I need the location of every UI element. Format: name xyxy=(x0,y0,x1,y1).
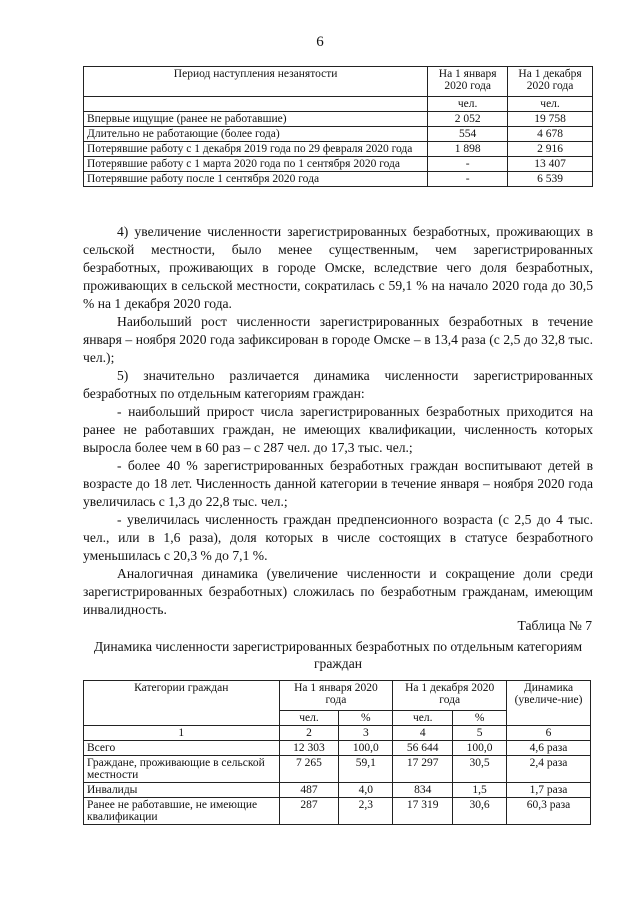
row-dynamics: 1,7 раза xyxy=(507,783,591,798)
table-row xyxy=(84,157,593,172)
row-dec-people: 834 xyxy=(393,783,453,798)
row-jan-pct: 2,3 xyxy=(339,798,393,825)
row-jan-pct: 59,1 xyxy=(339,756,393,783)
row-dec: 13 407 xyxy=(508,157,593,172)
header-unit-dec: чел. xyxy=(508,97,593,112)
paragraph-prepension: - увеличилась численность граждан предпенсионного возраста (с 2,5 до 4 тыс. чел., или в 1,6 раза), доля которых в числе состоящих в статусе безработного уменьшилась с 20,3 % до 7,1 %. xyxy=(83,512,593,563)
table-row xyxy=(84,112,593,127)
table-row xyxy=(84,783,591,798)
table-row xyxy=(84,172,593,187)
table-title: Динамика численности зарегистрированных безработных по отдельным категориям граждан xyxy=(93,639,583,671)
row-dec-pct: 30,5 xyxy=(453,756,507,783)
header-pct-jan: % xyxy=(339,711,393,726)
header-pct-dec: % xyxy=(453,711,507,726)
row-jan-people: 487 xyxy=(279,783,339,798)
unemployment-period-table xyxy=(83,66,593,187)
col-number: 1 xyxy=(84,726,280,741)
row-dec: 6 539 xyxy=(508,172,593,187)
paragraph-no-experience: - наибольший прирост числа зарегистрированных безработных приходится на ранее не работавших граждан, не имеющих квалификации, численность которых выросла более чем в 60 раз – с 287 чел. до 17,3 тыс. чел.; xyxy=(83,404,593,455)
row-label: Всего xyxy=(84,741,280,756)
row-dynamics: 2,4 раза xyxy=(507,756,591,783)
header-jan: На 1 января 2020 года xyxy=(279,681,393,711)
row-jan: - xyxy=(428,172,508,187)
row-jan: - xyxy=(428,157,508,172)
row-jan-people: 7 265 xyxy=(279,756,339,783)
row-dec-pct: 30,6 xyxy=(453,798,507,825)
row-jan: 1 898 xyxy=(428,142,508,157)
table-row xyxy=(84,142,593,157)
row-jan: 554 xyxy=(428,127,508,142)
col-number: 3 xyxy=(339,726,393,741)
row-dec-pct: 100,0 xyxy=(453,741,507,756)
row-dec-people: 17 297 xyxy=(393,756,453,783)
row-label: Инвалиды xyxy=(84,783,280,798)
row-label: Потерявшие работу с 1 декабря 2019 года по 29 февраля 2020 года xyxy=(84,142,428,157)
col-number: 4 xyxy=(393,726,453,741)
row-jan-people: 287 xyxy=(279,798,339,825)
row-jan-pct: 100,0 xyxy=(339,741,393,756)
table-row xyxy=(84,798,591,825)
table-row xyxy=(84,756,591,783)
row-dec-people: 56 644 xyxy=(393,741,453,756)
col-number: 5 xyxy=(453,726,507,741)
table-row xyxy=(84,127,593,142)
row-label: Потерявшие работу после 1 сентября 2020 года xyxy=(84,172,428,187)
row-label: Впервые ищущие (ранее не работавшие) xyxy=(84,112,428,127)
header-blank xyxy=(84,97,428,112)
table-row xyxy=(84,741,591,756)
header-category: Категории граждан xyxy=(84,681,280,726)
row-jan-people: 12 303 xyxy=(279,741,339,756)
paragraph-omsk: Наибольший рост численности зарегистрированных безработных в течение января – ноября 2020 года зафиксирован в городе Омске – в 13,4 раза (с 2,5 до 32,8 тыс. чел.); xyxy=(83,314,593,365)
row-dynamics: 4,6 раза xyxy=(507,741,591,756)
row-jan-pct: 4,0 xyxy=(339,783,393,798)
row-dec: 4 678 xyxy=(508,127,593,142)
paragraph-categories: 5) значительно различается динамика численности зарегистрированных безработных по отдельным категориям граждан: xyxy=(83,368,593,401)
column-numbers-row xyxy=(84,726,591,741)
row-jan: 2 052 xyxy=(428,112,508,127)
paragraph-rural: 4) увеличение численности зарегистрированных безработных, проживающих в сельской местности, было менее существенным, чем зарегистрированных безработных, проживающих в городе Омске, вследствие чего доля безработных, проживающих в сельской местности, сократилась с 59,1 % на начало 2020 года до 30,5 % на 1 декабря 2020 года. xyxy=(83,224,593,311)
paragraph-disability: Аналогичная динамика (увеличение численности и сокращение доли среди зарегистрированных безработных) сложилась по безработным гражданам, имеющим инвалидность. xyxy=(83,566,593,617)
row-label: Длительно не работающие (более года) xyxy=(84,127,428,142)
table-number: Таблица № 7 xyxy=(517,618,592,633)
row-dynamics: 60,3 раза xyxy=(507,798,591,825)
paragraph-children: - более 40 % зарегистрированных безработных граждан воспитывают детей в возрасте до 18 лет. Численность данной категории в течение января – ноября 2020 года увеличилась с 1,3 до 22,8 тыс. чел.; xyxy=(83,458,593,509)
row-dec-people: 17 319 xyxy=(393,798,453,825)
header-people-dec: чел. xyxy=(393,711,453,726)
row-label: Ранее не работавшие, не имеющие квалификации xyxy=(84,798,280,825)
row-dec: 2 916 xyxy=(508,142,593,157)
row-dec: 19 758 xyxy=(508,112,593,127)
category-dynamics-table xyxy=(83,680,591,825)
header-dec: На 1 декабря 2020 года xyxy=(393,681,507,711)
page-number: 6 xyxy=(316,34,324,50)
row-label: Потерявшие работу с 1 марта 2020 года по 1 сентября 2020 года xyxy=(84,157,428,172)
col-number: 2 xyxy=(279,726,339,741)
header-dynamics: Динамика (увеличе-ние) xyxy=(507,681,591,726)
header-people-jan: чел. xyxy=(279,711,339,726)
header-unit-jan: чел. xyxy=(428,97,508,112)
col-number: 6 xyxy=(507,726,591,741)
header-dec: На 1 декабря 2020 года xyxy=(508,67,593,97)
header-jan: На 1 января 2020 года xyxy=(428,67,508,97)
row-dec-pct: 1,5 xyxy=(453,783,507,798)
header-period: Период наступления незанятости xyxy=(84,67,428,97)
row-label: Граждане, проживающие в сельской местности xyxy=(84,756,280,783)
